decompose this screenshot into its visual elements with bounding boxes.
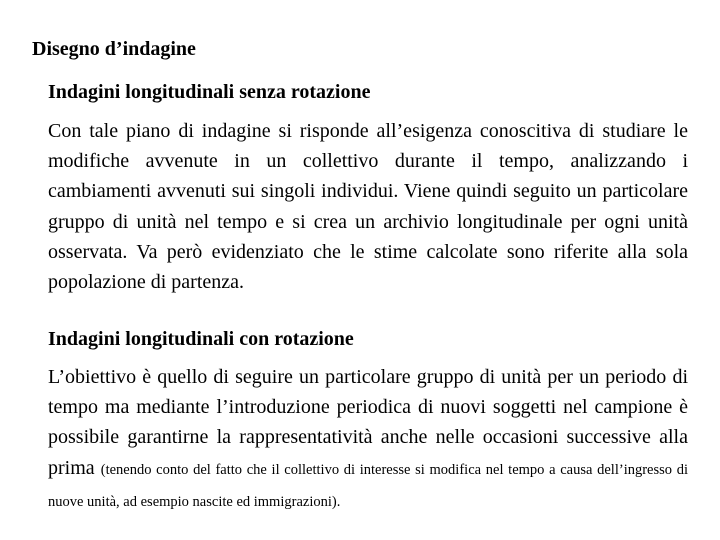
slide-title: Disegno d’indagine	[32, 38, 196, 60]
section-heading-without-rotation: Indagini longitudinali senza rotazione	[48, 81, 371, 103]
section-text-with-rotation	[48, 362, 688, 517]
section-note-with-rotation: (tenendo conto del fatto che il collettivo di interesse si modifica nel tempo a causa dell’ingresso di nuove unità, ad esempio nascite ed immigrazioni).	[48, 461, 688, 510]
section-heading-with-rotation: Indagini longitudinali con rotazione	[48, 328, 354, 350]
section-main-text-with-rotation: L’obiettivo è quello di seguire un particolare gruppo di unità per un periodo di tempo ma mediante l’introduzione periodica di nuovi soggetti nel campione è possibile garantirne la rappresentatività anche nelle occasioni successive alla prima	[48, 366, 688, 479]
section-text-without-rotation: Con tale piano di indagine si risponde all’esigenza conoscitiva di studiare le modifiche avvenute in un collettivo durante il tempo, analizzando i cambiamenti avvenuti sui singoli individui. Viene quindi seguito un particolare gruppo di unità nel tempo e si crea un archivio longitudinale per ogni unità osservata. Va però evidenziato che le stime calcolate sono riferite alla sola popolazione di partenza.	[48, 120, 688, 294]
